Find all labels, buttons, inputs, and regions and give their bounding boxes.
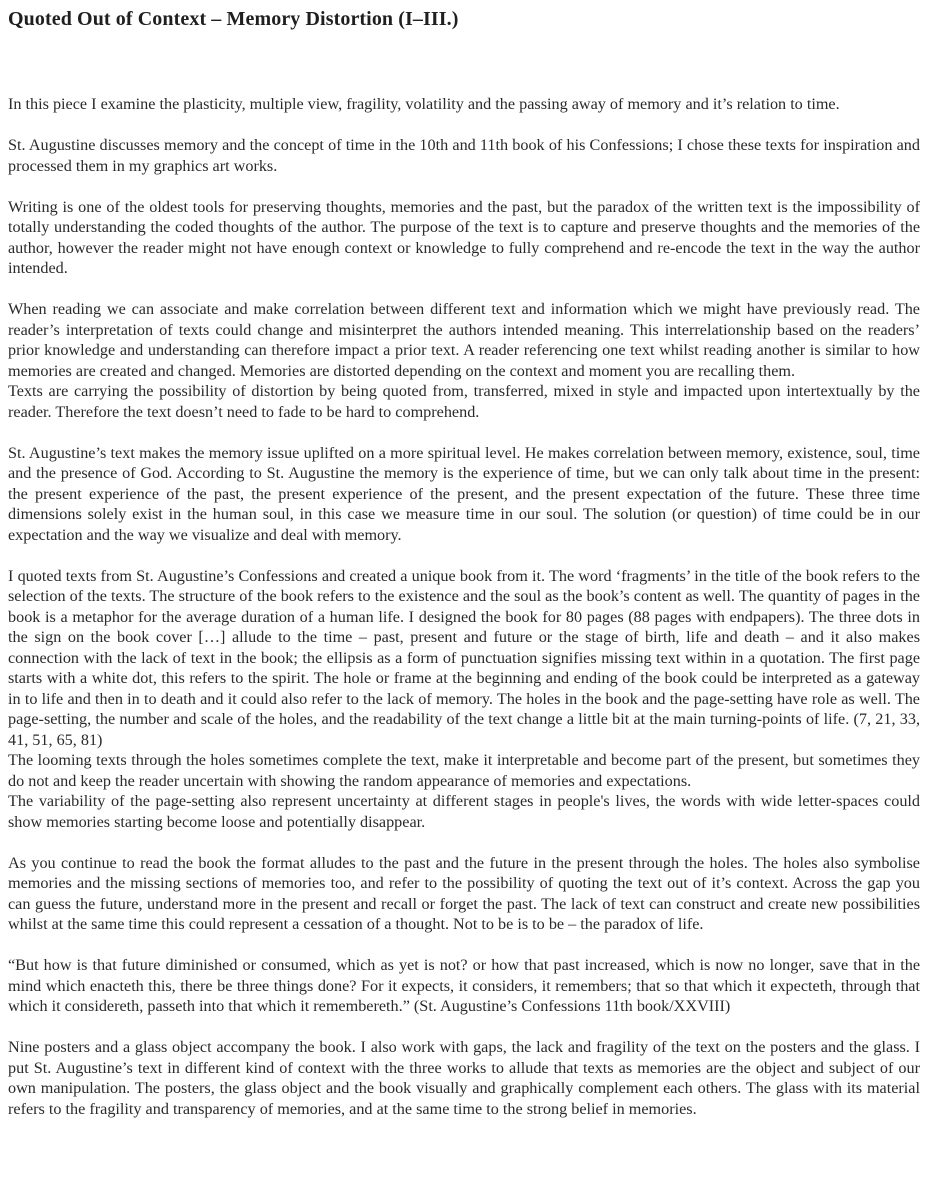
page-title: Quoted Out of Context – Memory Distortion (I–III.) [8,8,459,30]
paragraph-holes-format [8,853,920,935]
paragraph-line: The variability of the page-setting also represent uncertainty at different stages in people's lives, the words with wide letter-spaces could show memories starting become loose and potentially disappear. [8,792,920,831]
paragraph-line: St. Augustine’s text makes the memory issue uplifted on a more spiritual level. He makes correlation between memory, existence, soul, time and the presence of God. According to St. Augustine the memory is the experience of time, but we can only talk about time in the present: the present experience of the past, the present experience of the present, and the present expectation of the future. These three time dimensions solely exist in the human soul, in this case we measure time in our soul. The solution (or question) of time could be in our expectation and the way we visualize and deal with memory. [8,443,920,544]
paragraph-line: “But how is that future diminished or consumed, which as yet is not? or how that past increased, which is now no longer, save that in the mind which enacteth this, there be three things done? For it expects, it considers, it remembers; that so that which it expecteth, through that which it considereth, passeth into that which it remembereth.” (St. Augustine’s Confessions 11th book/XXVIII) [8,956,920,1015]
paragraph-reading-correlation [8,299,920,422]
paragraph-writing-paradox [8,197,920,279]
document-page [8,0,920,1140]
paragraph-spiritual-level [8,443,920,546]
paragraph-line: As you continue to read the book the format alludes to the past and the future in the present through the holes. The holes also symbolise memories and the missing sections of memories too, and refer to the possibility of quoting the text out of it’s context. Across the gap you can guess the future, understand more in the present and recall or forget the past. The lack of text can construct and create new possibilities whilst at the same time this could represent a cessation of a thought. Not to be is to be – the paradox of life. [8,853,920,933]
paragraph-augustine-confessions [8,135,920,176]
paragraph-line: Texts are carrying the possibility of distortion by being quoted from, transferred, mixed in style and impacted upon intertextually by the reader. Therefore the text doesn’t need to fade to be hard to comprehend. [8,382,920,421]
paragraph-line: When reading we can associate and make correlation between different text and information which we might have previously read. The reader’s interpretation of texts could change and misinterpret the authors intended meaning. This interrelationship based on the readers’ prior knowledge and understanding can therefore impact a prior text. A reader referencing one text whilst reading another is similar to how memories are created and changed. Memories are distorted depending on the context and moment you are recalling them. [8,300,920,380]
paragraph-line: Writing is one of the oldest tools for preserving thoughts, memories and the past, but the paradox of the written text is the impossibility of totally understanding the coded thoughts of the author. The purpose of the text is to capture and preserve thoughts and the memories of the author, however the reader might not have enough context or knowledge to fully comprehend and re-encode the text in the way the author intended. [8,197,920,277]
paragraph-intro [8,94,920,115]
paragraph-posters-glass [8,1037,920,1119]
paragraph-line: In this piece I examine the plasticity, multiple view, fragility, volatility and the passing away of memory and it’s relation to time. [8,95,840,113]
paragraph-line: The looming texts through the holes sometimes complete the text, make it interpretable and become part of the present, but sometimes they do not and keep the reader uncertain with showing the random appearance of memories and expectations. [8,751,920,790]
paragraph-quotation [8,955,920,1017]
paragraph-line: St. Augustine discusses memory and the concept of time in the 10th and 11th book of his Confessions; I chose these texts for inspiration and processed them in my graphics art works. [8,136,920,175]
paragraph-book-structure [8,566,920,833]
paragraph-line: I quoted texts from St. Augustine’s Confessions and created a unique book from it. The word ‘fragments’ in the title of the book refers to the selection of the texts. The structure of the book refers to the existence and the soul as the book’s content as well. The quantity of pages in the book is a metaphor for the average duration of a human life. I designed the book for 80 pages (88 pages with endpapers). The three dots in the sign on the book cover […] allude to the time – past, present and future or the stage of birth, life and death – and it also makes connection with the lack of text in the book; the ellipsis as a form of punctuation signifies missing text within in a quotation. The first page starts with a white dot, this refers to the spirit. The hole or frame at the beginning and ending of the book could be interpreted as a gateway in to life and then in to death and it could also refer to the lack of memory. The holes in the book and the page-setting have role as well. The page-setting, the number and scale of the holes, and the readability of the text change a little bit at the main turning-points of life. (7, 21, 33, 41, 51, 65, 81) [8,566,920,749]
article-body [8,94,920,1119]
paragraph-line: Nine posters and a glass object accompany the book. I also work with gaps, the lack and fragility of the text on the posters and the glass. I put St. Augustine’s text in different kind of context with the three works to allude that texts as memories are the object and subject of our own manipulation. The posters, the glass object and the book visually and graphically complement each others. The glass with its material refers to the fragility and transparency of memories, and at the same time to the strong belief in memories. [8,1038,920,1118]
